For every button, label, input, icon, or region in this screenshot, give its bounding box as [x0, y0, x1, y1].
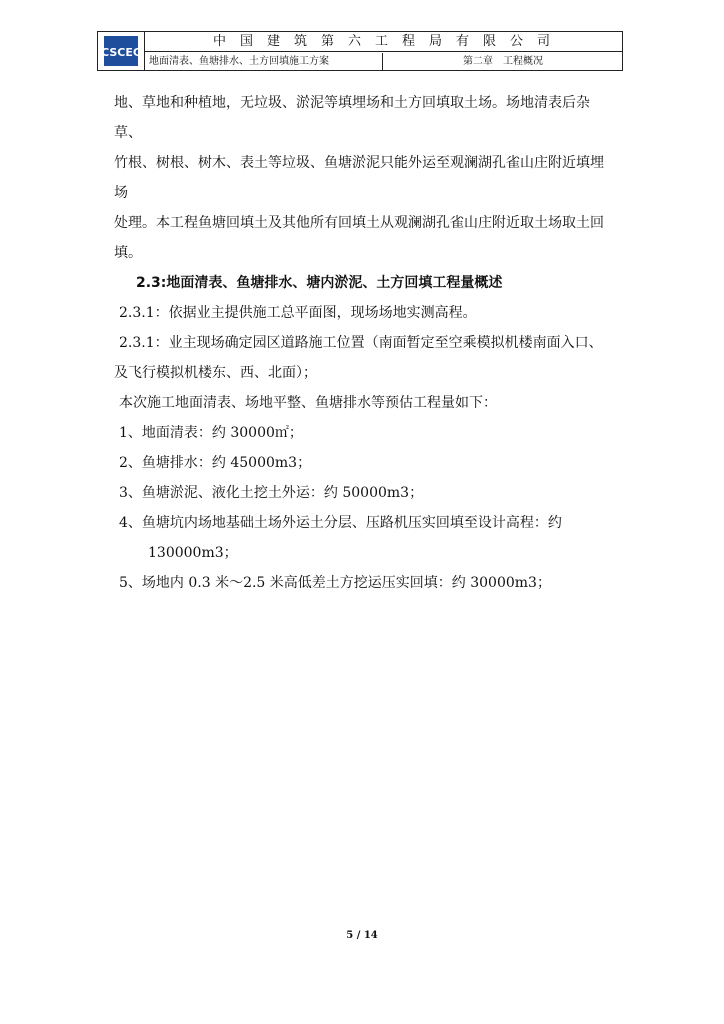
paragraph-line: 处理。本工程鱼塘回填土及其他所有回填土从观澜湖孔雀山庄附近取土场取土回 [114, 215, 604, 231]
document-title: 地面清表、鱼塘排水、土方回填施工方案 [145, 53, 383, 70]
paragraph-line: 竹根、树根、树木、表土等垃圾、鱼塘淤泥只能外运至观澜湖孔雀山庄附近填埋场 [114, 155, 604, 201]
list-item: 3、鱼塘淤泥、液化土挖土外运：约 50000m3； [119, 485, 424, 501]
page-number: 5 / 14 [346, 930, 378, 941]
subsection-item: 2.3.1：业主现场确定园区道路施工位置（南面暂定至空乘模拟机楼南面入口、 [119, 335, 603, 351]
list-item-continued: 130000m3； [148, 545, 238, 561]
svg-text:CSCEC: CSCEC [101, 46, 141, 59]
cscec-logo-icon [101, 36, 141, 66]
chapter-title: 第二章 工程概况 [463, 56, 543, 67]
subsection-item: 2.3.1：依据业主提供施工总平面图，现场场地实测高程。 [119, 305, 477, 321]
page-content [114, 88, 614, 598]
logo-cell [98, 32, 145, 70]
list-item: 5、场地内 0.3 米～2.5 米高低差土方挖运压实回填：约 30000m3； [119, 575, 551, 591]
page-header [97, 31, 623, 71]
list-item: 1、地面清表：约 30000㎡； [119, 425, 303, 441]
company-name: 中国建筑第六工程局有限公司 [145, 32, 622, 52]
paragraph-line: 地、草地和种植地，无垃圾、淤泥等填埋场和土方回填取土场。场地清表后杂草、 [114, 95, 590, 141]
list-item: 4、鱼塘坑内场地基础土场外运土分层、压路机压实回填至设计高程：约 [119, 515, 562, 531]
section-heading: 2.3:地面清表、鱼塘排水、塘内淤泥、土方回填工程量概述 [136, 275, 503, 291]
paragraph-line: 填。 [114, 245, 142, 261]
list-item: 2、鱼塘排水：约 45000m3； [119, 455, 312, 471]
subsection-item-continued: 及飞行模拟机楼东、西、北面）； [114, 365, 317, 381]
quantity-intro: 本次施工地面清表、场地平整、鱼塘排水等预估工程量如下： [119, 395, 497, 411]
